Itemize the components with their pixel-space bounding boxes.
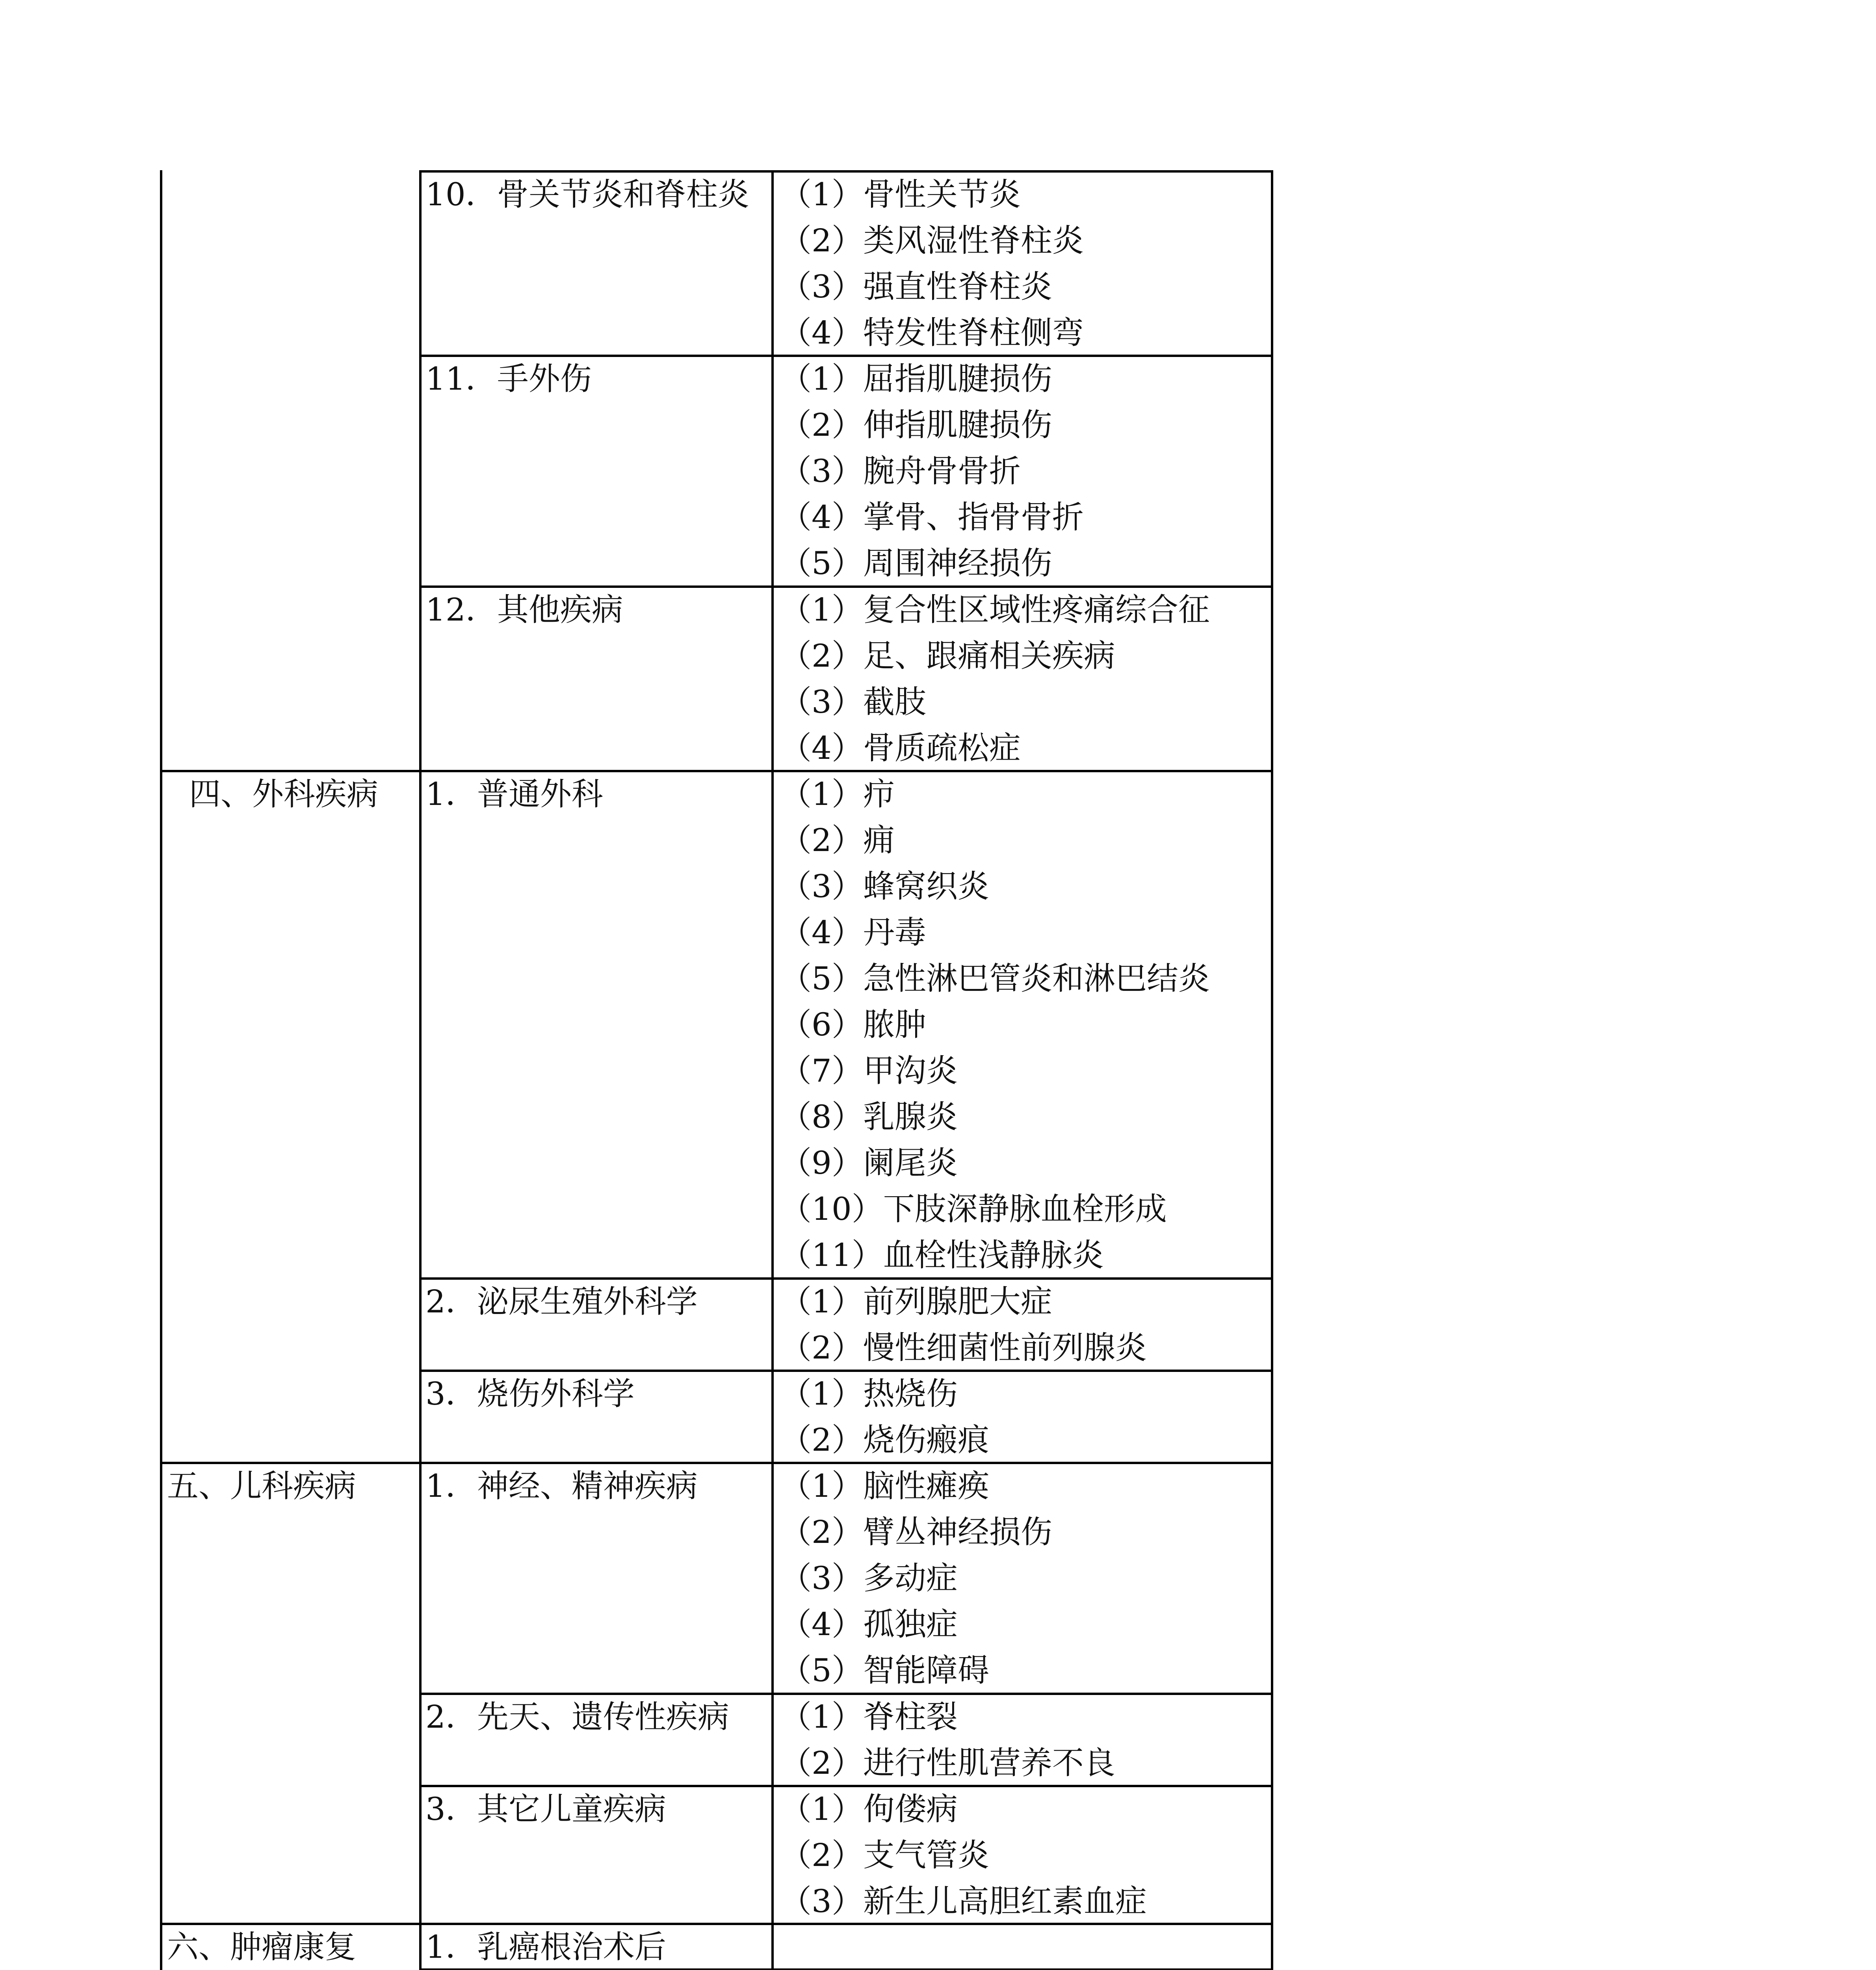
subcategory-cell: 3．其它儿童疾病: [425, 1791, 666, 1827]
item-text: （4）孤独症: [780, 1606, 958, 1643]
item-text: （1）脊柱裂: [780, 1699, 958, 1735]
item-text: （9）阑尾炎: [780, 1145, 958, 1181]
item-text: （8）乳腺炎: [780, 1098, 958, 1135]
item-text: （2）慢性细菌性前列腺炎: [780, 1329, 1147, 1366]
item-text: （1）疖: [780, 776, 895, 812]
subcategory-cell: 1．普通外科: [425, 776, 603, 812]
item-text: （4）特发性脊柱侧弯: [780, 314, 1084, 351]
item-text: （1）骨性关节炎: [780, 176, 1021, 213]
item-text: （3）腕舟骨骨折: [780, 453, 1021, 489]
subcategory-cell: 3．烧伤外科学: [425, 1375, 635, 1412]
subcategory-cell: 12．其他疾病: [425, 591, 623, 628]
subcategory-cell: 10．骨关节炎和脊柱炎: [425, 176, 749, 213]
category-cell: 六、肿瘤康复: [167, 1929, 356, 1965]
item-text: （3）截肢: [780, 684, 926, 720]
item-text: （2）烧伤瘢痕: [780, 1422, 989, 1458]
table-border: [1271, 170, 1273, 1970]
item-text: （2）伸指肌腱损伤: [780, 407, 1052, 443]
table-border: [771, 170, 774, 1970]
item-text: （1）屈指肌腱损伤: [780, 361, 1052, 397]
subcategory-cell: 11．手外伤: [425, 361, 592, 397]
item-text: （5）周围神经损伤: [780, 545, 1052, 582]
item-text: （6）脓肿: [780, 1006, 926, 1043]
table-border: [160, 170, 162, 1970]
item-text: （2）痈: [780, 822, 895, 859]
item-text: （11）血栓性浅静脉炎: [780, 1237, 1104, 1273]
item-text: （2）进行性肌营养不良: [780, 1745, 1115, 1781]
item-text: （5）急性淋巴管炎和淋巴结炎: [780, 960, 1210, 997]
item-text: （1）热烧伤: [780, 1375, 958, 1412]
item-text: （4）骨质疏松症: [780, 730, 1021, 766]
item-text: （3）多动症: [780, 1560, 958, 1596]
item-text: （1）复合性区域性疼痛综合征: [780, 591, 1210, 628]
item-text: （5）智能障碍: [780, 1652, 989, 1689]
item-text: （2）支气管炎: [780, 1837, 989, 1873]
table-border: [419, 170, 422, 1970]
item-text: （3）蜂窝织炎: [780, 868, 989, 905]
subcategory-cell: 2．泌尿生殖外科学: [425, 1283, 698, 1320]
item-text: （10）下肢深静脉血栓形成: [780, 1191, 1167, 1227]
subcategory-cell: 1．神经、精神疾病: [425, 1468, 698, 1504]
item-text: （1）前列腺肥大症: [780, 1283, 1052, 1320]
item-text: （1）脑性瘫痪: [780, 1468, 989, 1504]
item-text: （2）类风湿性脊柱炎: [780, 222, 1084, 259]
category-cell: 五、儿科疾病: [167, 1468, 356, 1504]
subcategory-cell: 1．乳癌根治术后: [425, 1929, 666, 1965]
item-text: （1）佝偻病: [780, 1791, 958, 1827]
item-text: （3）新生儿高胆红素血症: [780, 1883, 1147, 1920]
item-text: （2）臂丛神经损伤: [780, 1514, 1052, 1550]
subcategory-cell: 2．先天、遗传性疾病: [425, 1699, 729, 1735]
category-cell: 四、外科疾病: [189, 776, 378, 812]
item-text: （7）甲沟炎: [780, 1052, 958, 1089]
item-text: （3）强直性脊柱炎: [780, 268, 1052, 305]
item-text: （4）丹毒: [780, 914, 926, 951]
item-text: （2）足、跟痛相关疾病: [780, 637, 1115, 674]
item-text: （4）掌骨、指骨骨折: [780, 499, 1084, 535]
